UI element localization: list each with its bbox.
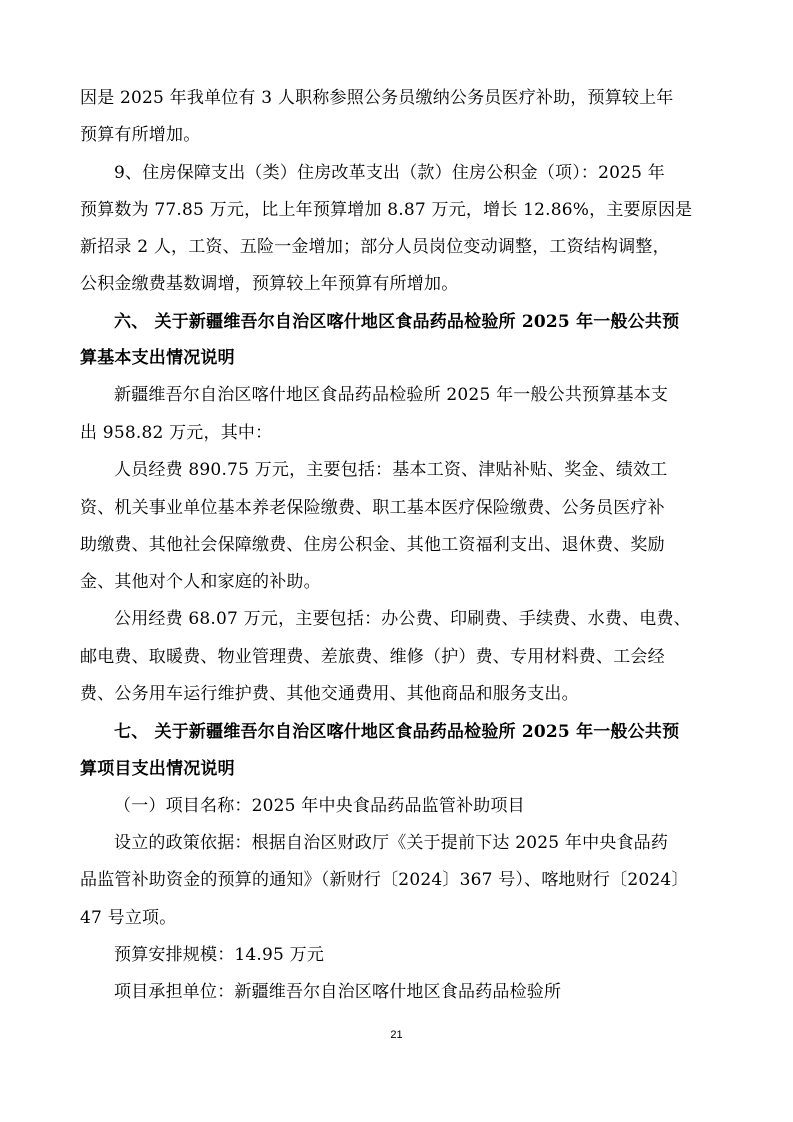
section-heading: 七、 关于新疆维吾尔自治区喀什地区食品药品检验所 2025 年一般公共预 [114, 722, 680, 742]
text-line: 新招录 2 人，工资、五险一金增加；部分人员岗位变动调整，工资结构调整， [80, 237, 670, 257]
text-line: 公用经费 68.07 万元，主要包括：办公费、印刷费、手续费、水费、电费、 [114, 609, 691, 629]
text-line: 资、机关事业单位基本养老保险缴费、职工基本医疗保险缴费、公务员医疗补 [80, 498, 665, 518]
text-line: 预算安排规模：14.95 万元 [114, 945, 325, 965]
text-line: 费、公务用车运行维护费、其他交通费用、其他商品和服务支出。 [80, 684, 579, 704]
text-line: 人员经费 890.75 万元，主要包括：基本工资、津贴补贴、奖金、绩效工 [114, 460, 668, 480]
text-line: 因是 2025 年我单位有 3 人职称参照公务员缴纳公务员医疗补助，预算较上年 [80, 88, 674, 108]
page-number: 21 [390, 1029, 403, 1041]
text-line: 公积金缴费基数调增，预算较上年预算有所增加。 [80, 274, 459, 294]
text-line: 品监管补助资金的预算的通知》（新财行〔2024〕367 号）、喀地财行〔2024〕 [80, 870, 689, 890]
text-line: 预算有所增加。 [80, 125, 201, 145]
text-line: 金、其他对个人和家庭的补助。 [80, 572, 321, 592]
text-line: 47 号立项。 [80, 908, 177, 928]
text-line: 出 958.82 万元，其中： [80, 423, 273, 443]
text-line: 助缴费、其他社会保障缴费、住房公积金、其他工资福利支出、退休费、奖励 [80, 535, 665, 555]
text-line: 预算数为 77.85 万元，比上年预算增加 8.87 万元，增长 12.86%，主要原因是 [80, 200, 693, 220]
section-heading: 算基本支出情况说明 [80, 348, 235, 368]
section-heading: 六、 关于新疆维吾尔自治区喀什地区食品药品检验所 2025 年一般公共预 [114, 312, 680, 332]
text-line: 设立的政策依据：根据自治区财政厅《关于提前下达 2025 年中央食品药 [114, 833, 669, 853]
text-line: 9、住房保障支出（类）住房改革支出（款）住房公积金（项）：2025 年 [114, 163, 665, 183]
section-heading: 算项目支出情况说明 [80, 759, 235, 779]
text-line: 邮电费、取暖费、物业管理费、差旅费、维修（护）费、专用材料费、工会经 [80, 647, 665, 667]
text-line: 项目承担单位：新疆维吾尔自治区喀什地区食品药品检验所 [114, 982, 562, 1002]
text-line: （一）项目名称：2025 年中央食品药品监管补助项目 [114, 796, 525, 816]
text-line: 新疆维吾尔自治区喀什地区食品药品检验所 2025 年一般公共预算基本支 [114, 385, 669, 405]
